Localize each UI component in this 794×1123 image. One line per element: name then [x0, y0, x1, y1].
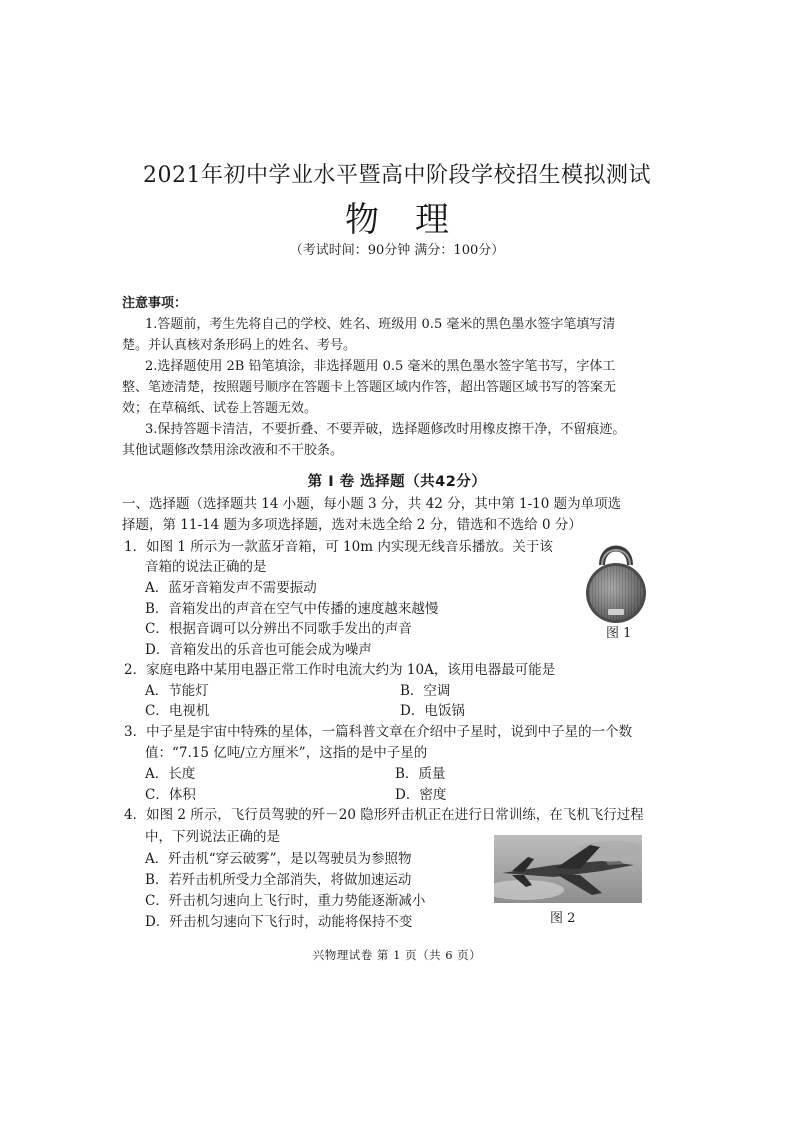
fighter-jet-icon: [494, 835, 642, 903]
option-a: A．歼击机“穿云破雾”，是以驾驶员为参照物: [145, 851, 412, 867]
figure-1-label: 图 1: [606, 626, 632, 641]
note-line: 1.答题前，考生先将自己的学校、姓名、班级用 0.5 毫米的黑色墨水签字笔填写清: [145, 317, 616, 332]
option-d: D．电饭锅: [400, 703, 465, 719]
option-b: B．空调: [400, 683, 451, 699]
note-line: 3.保持答题卡清洁，不要折叠、不要弄破，选择题修改时用橡皮擦干净，不留痕迹。: [145, 422, 626, 437]
note-line: 楚。并认真核对条形码上的姓名、考号。: [122, 338, 357, 353]
question-stem: 2．家庭电路中某用电器正常工作时电流大约为 10A，该用电器最可能是: [124, 662, 556, 678]
option-a: A．长度: [145, 766, 196, 782]
figure-2-label: 图 2: [550, 911, 576, 926]
section-intro: 择题，第 11-14 题为多项选择题，选对未选全给 2 分，错选和不选给 0 分）: [122, 517, 582, 533]
option-c: C．歼击机匀速向上飞行时，重力势能逐渐减小: [145, 893, 426, 909]
exam-title: 2021年初中学业水平暨高中阶段学校招生模拟测试: [143, 163, 651, 188]
section-heading: 第 Ⅰ 卷 选择题（共42分）: [307, 474, 487, 490]
option-a: A．蓝牙音箱发声不需要振动: [145, 580, 317, 596]
bluetooth-speaker-icon: [580, 535, 652, 623]
note-line: 2.选择题使用 2B 铅笔填涂，非选择题用 0.5 毫米的黑色墨水签字笔书写，字体工: [145, 359, 616, 374]
question-stem: 4．如图 2 所示，飞行员驾驶的歼－20 隐形歼击机正在进行日常训练，在飞机飞行过程: [124, 807, 644, 823]
question-stem: 3．中子星是宇宙中特殊的星体，一篇科普文章在介绍中子星时，说到中子星的一个数: [124, 724, 633, 740]
option-d: D．音箱发出的乐音也可能会成为噪声: [145, 642, 372, 658]
option-a: A．节能灯: [145, 683, 209, 699]
option-c: C．根据音调可以分辨出不同歌手发出的声音: [145, 621, 412, 637]
question-stem: 中，下列说法正确的是: [145, 829, 280, 845]
question-stem: 1．如图 1 所示为一款蓝牙音箱，可 10m 内实现无线音乐播放。关于该: [124, 539, 553, 555]
subject-title: 物理: [345, 200, 485, 240]
notes-heading: 注意事项：: [122, 296, 188, 311]
option-b: B．若歼击机所受力全部消失，将做加速运动: [145, 872, 412, 888]
option-b: B．质量: [395, 766, 446, 782]
page-footer: 兴物理试卷 第 1 页（共 6 页）: [312, 948, 482, 962]
note-line: 其他试题修改禁用涂改液和不干胶条。: [122, 443, 344, 458]
exam-info: （考试时间：90分钟 满分：100分）: [289, 243, 505, 258]
section-intro: 一、选择题（选择题共 14 小题，每小题 3 分，共 42 分，其中第 1-10 题为单项选: [122, 496, 622, 512]
question-stem: 音箱的说法正确的是: [145, 559, 267, 575]
option-c: C．电视机: [145, 703, 210, 719]
question-stem: 值：“7.15 亿吨/立方厘米”，这指的是中子星的: [145, 745, 428, 761]
option-c: C．体积: [145, 787, 196, 803]
note-line: 整、笔迹清楚，按照题号顺序在答题卡上答题区域内作答，超出答题区域书写的答案无: [122, 380, 617, 395]
option-d: D．歼击机匀速向下飞行时，动能将保持不变: [145, 914, 413, 930]
note-line: 效；在草稿纸、试卷上答题无效。: [122, 401, 318, 416]
option-d: D．密度: [395, 787, 447, 803]
option-b: B．音箱发出的声音在空气中传播的速度越来越慢: [145, 601, 439, 617]
